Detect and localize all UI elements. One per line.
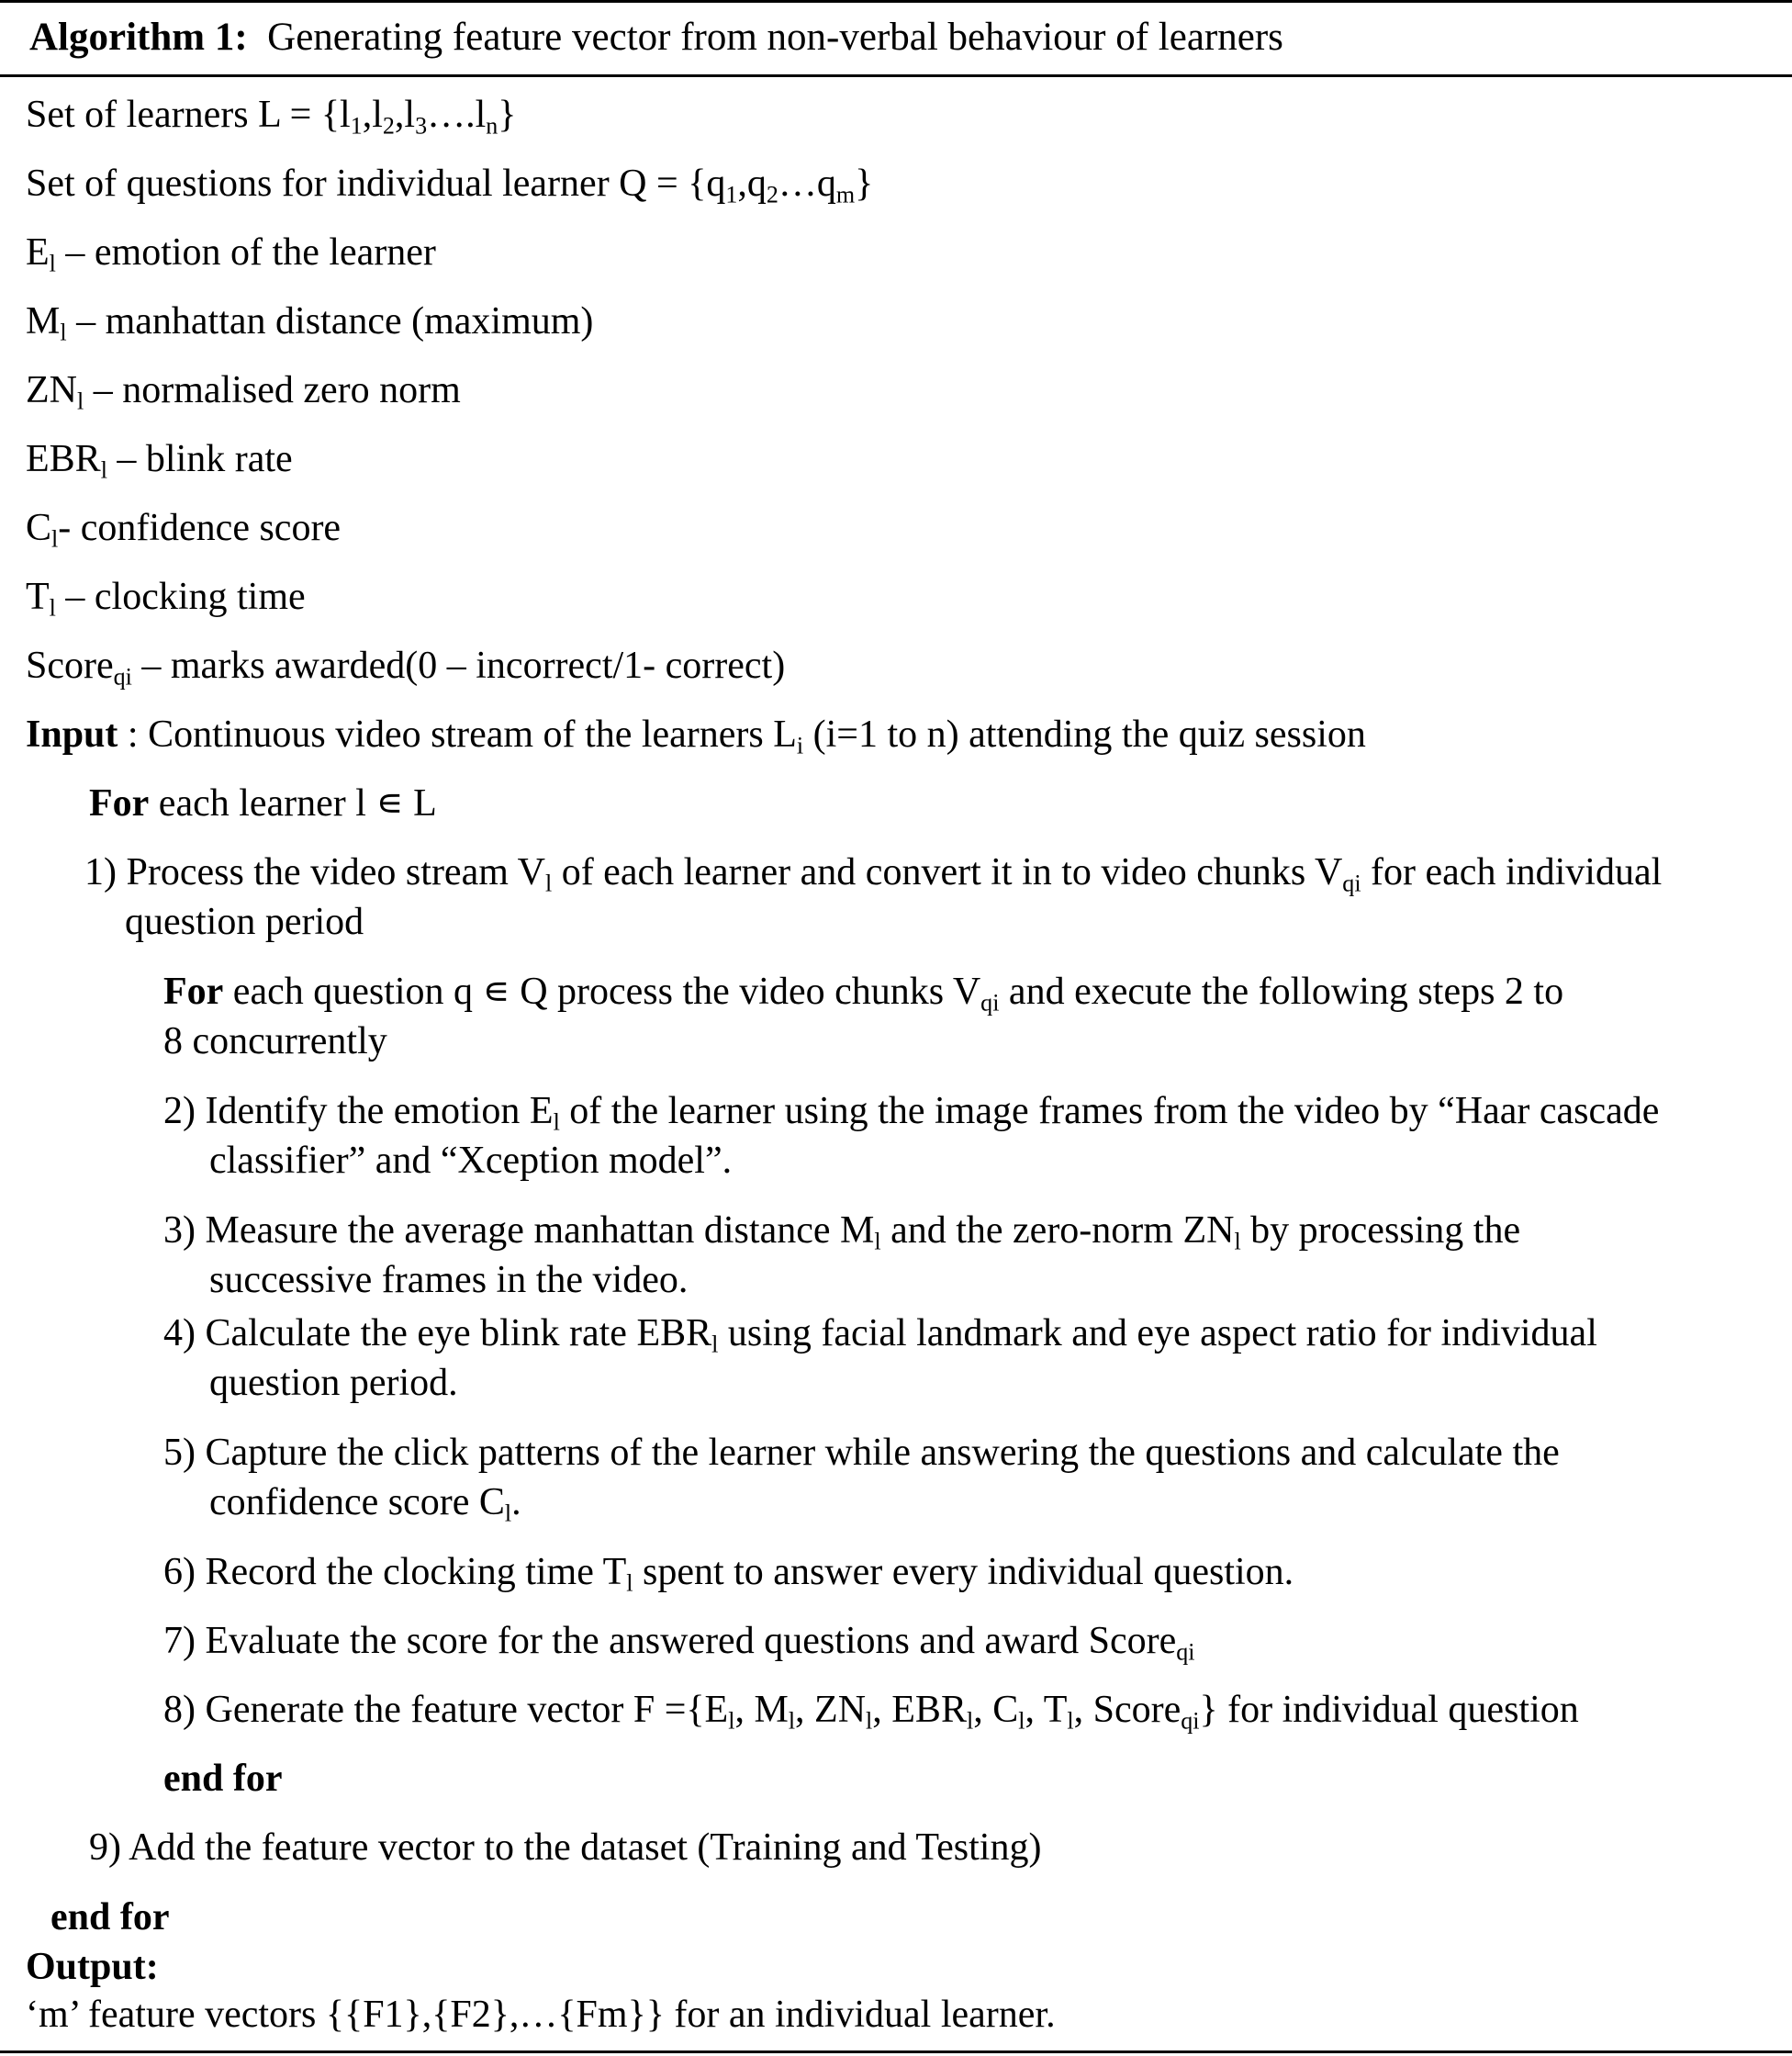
outer-for: For each learner l ∊ L [89, 782, 437, 825]
inner-for-cont: 8 concurrently [163, 1020, 387, 1062]
input-line: Input : Continuous video stream of the learners $L_i$ (i=1 to n) attending the quiz session [26, 713, 1366, 759]
input-label: Input [26, 713, 118, 756]
output-label: Output: [26, 1946, 159, 1988]
header-rule [0, 74, 1792, 77]
step-2: 2) Identify the emotion $E_l$ of the learner using the image frames from the video by “Haar cascade [163, 1090, 1660, 1136]
algorithm-title [29, 12, 1283, 63]
def-zeronorm: $ZN_l$ – normalised zero norm [26, 369, 461, 415]
step-8: 8) Generate the feature vector $F =\{E_l$, $M_l$, $ZN_l$, $EBR_l$, $C_l$, $T_l$, Score$_{qi}$} for individual question [163, 1689, 1579, 1735]
def-clocking-time: $T_l$ – clocking time [26, 576, 306, 622]
step-9: 9) Add the feature vector to the dataset (Training and Testing) [89, 1826, 1042, 1869]
step-4-cont: question period. [209, 1362, 458, 1404]
inner-for-keyword: For [163, 971, 224, 1013]
step-1-cont: question period [125, 901, 364, 943]
def-learners: Set of learners $L = \{l_1,l_2,l_3\dots.l_n\}$ [26, 94, 517, 140]
step-3: 3) Measure the average manhattan distance $M_l$ and the zero-norm $ZN_l$ by processing the [163, 1209, 1521, 1255]
outer-for-keyword: For [89, 782, 150, 825]
step-1: 1) Process the video stream $V_l$ of each learner and convert it in to video chunks $V_{qi}$ for each individual [84, 851, 1663, 897]
outer-end-for: end for [50, 1896, 170, 1938]
step-5-cont: confidence score $C_l$. [209, 1481, 521, 1527]
top-rule [0, 0, 1792, 3]
step-3-cont: successive frames in the video. [209, 1259, 689, 1301]
def-manhattan: $M_l$ – manhattan distance (maximum) [26, 300, 594, 346]
step-6: 6) Record the clocking time $T_l$ spent to answer every individual question. [163, 1551, 1294, 1597]
def-confidence: $C_l-$ confidence score [26, 507, 342, 553]
step-2-cont: classifier” and “Xception model”. [209, 1140, 733, 1182]
step-4: 4) Calculate the eye blink rate $EBR_l$ using facial landmark and eye aspect ratio for individual [163, 1312, 1597, 1358]
def-score: Score$_{qi}$ – marks awarded(0 – incorrect/1- correct) [26, 645, 786, 691]
algorithm-label: Algorithm 1: [29, 16, 248, 59]
def-emotion: $E_l$ – emotion of the learner [26, 231, 436, 277]
bottom-rule [0, 2050, 1792, 2053]
step-7: 7) Evaluate the score for the answered questions and award Score$_{qi}$ [163, 1620, 1195, 1666]
inner-end-for: end for [163, 1758, 283, 1800]
algorithm-title-text: Generating feature vector from non-verbal behaviour of learners [267, 16, 1283, 59]
step-5: 5) Capture the click patterns of the learner while answering the questions and calculate the [163, 1432, 1560, 1474]
output-text: ‘m’ feature vectors {{F1},{F2},…{Fm}} for an individual learner. [26, 1994, 1056, 2036]
inner-for: For each question q ∊ Q process the video chunks $V_{qi}$ and execute the following steps 2 to [163, 971, 1564, 1017]
def-blink-rate: $EBR_l$ – blink rate [26, 438, 293, 484]
def-questions: Set of questions for individual learner $Q = \{q_1,q_2\dots q_m\}$ [26, 163, 874, 208]
